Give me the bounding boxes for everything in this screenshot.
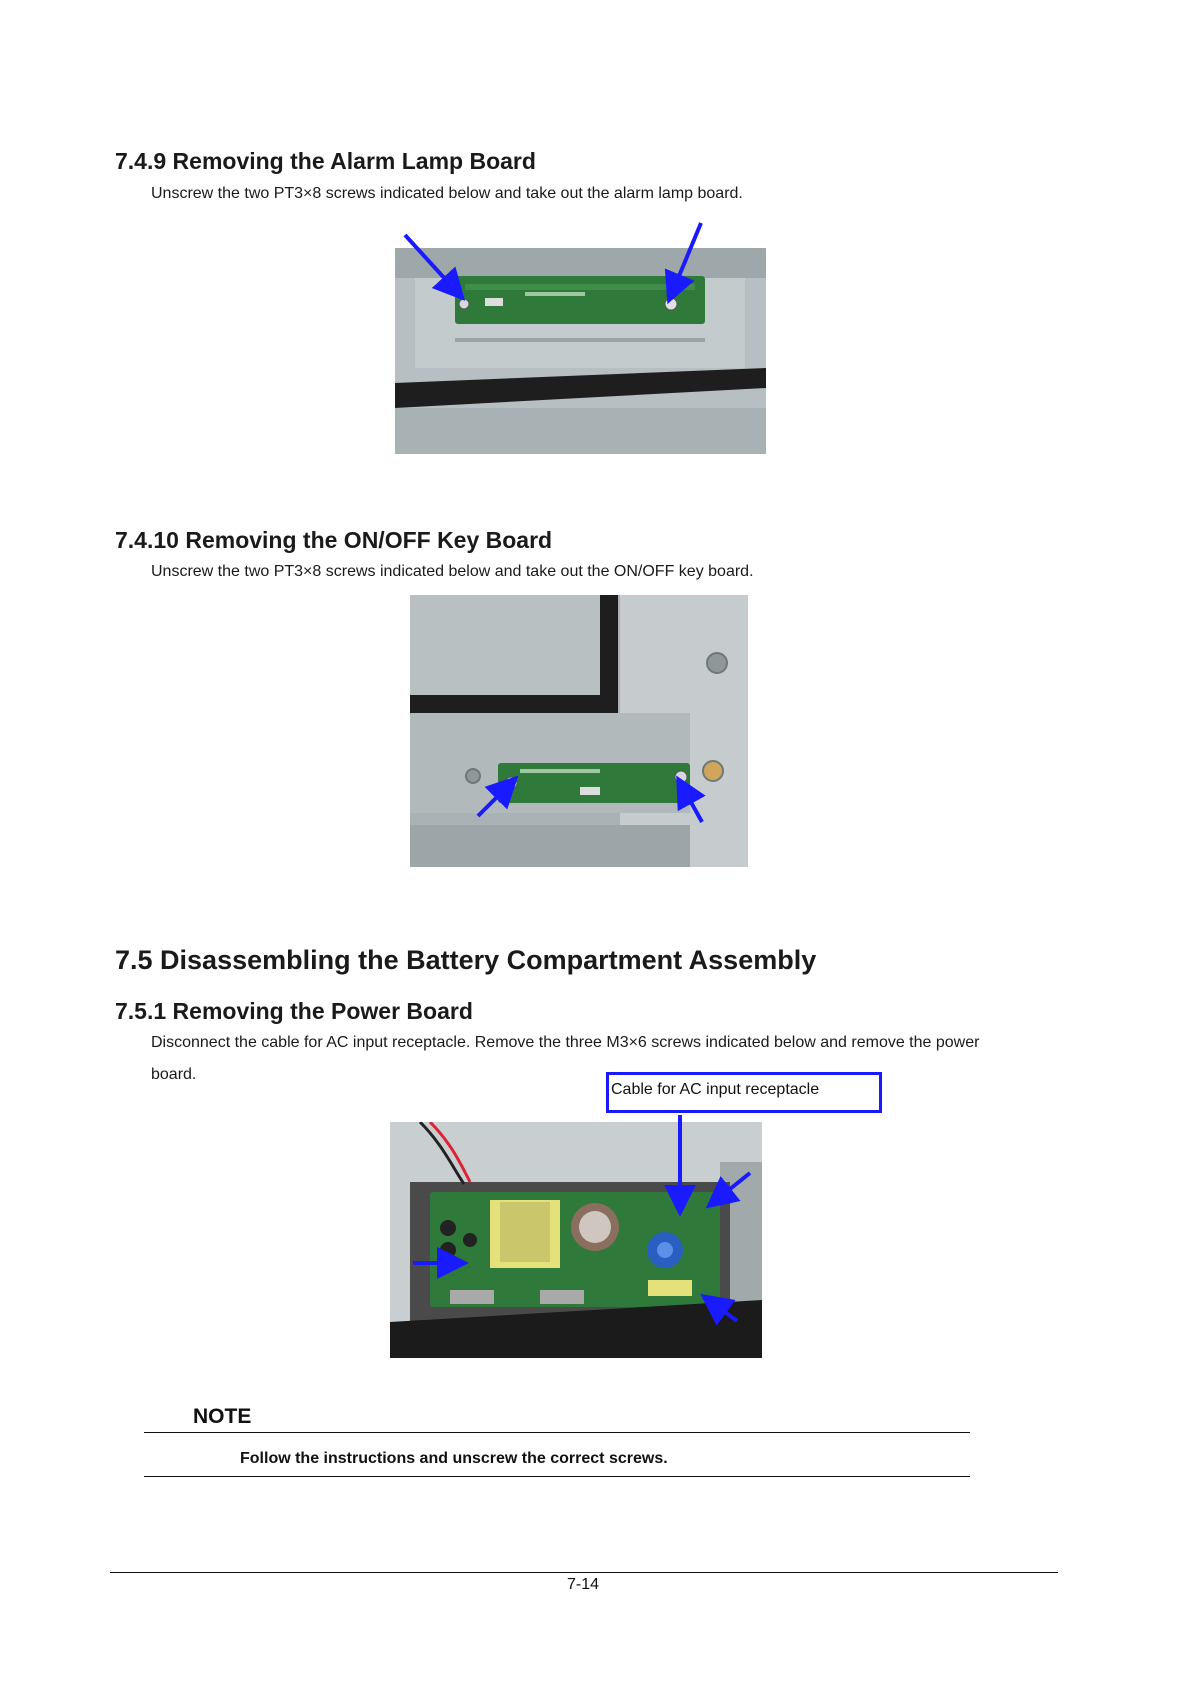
cable-callout-box: Cable for AC input receptacle xyxy=(606,1072,882,1113)
note-bottom-rule xyxy=(144,1476,970,1477)
arrow-icon xyxy=(470,760,720,840)
section-text-7-5-1-line2: board. xyxy=(151,1066,197,1083)
note-top-rule xyxy=(144,1432,970,1433)
section-text-7-5-1-line1: Disconnect the cable for AC input receptacle. Remove the three M3×6 screws indicated below and remove the power xyxy=(151,1034,980,1051)
section-heading-7-4-9: 7.4.9 Removing the Alarm Lamp Board xyxy=(115,148,536,174)
section-text-7-4-9: Unscrew the two PT3×8 screws indicated below and take out the alarm lamp board. xyxy=(151,185,743,202)
section-heading-7-4-10: 7.4.10 Removing the ON/OFF Key Board xyxy=(115,527,553,553)
arrow-icon xyxy=(405,1113,775,1328)
arrow-icon xyxy=(395,215,775,315)
footer-rule xyxy=(110,1572,1058,1573)
section-heading-7-5-1: 7.5.1 Removing the Power Board xyxy=(115,998,473,1024)
page-number: 7-14 xyxy=(567,1576,600,1593)
section-heading-7-5: 7.5 Disassembling the Battery Compartment Assembly xyxy=(115,945,817,975)
section-text-7-4-10: Unscrew the two PT3×8 screws indicated below and take out the ON/OFF key board. xyxy=(151,563,754,580)
note-title: NOTE xyxy=(193,1405,252,1428)
note-text: Follow the instructions and unscrew the correct screws. xyxy=(240,1450,668,1467)
